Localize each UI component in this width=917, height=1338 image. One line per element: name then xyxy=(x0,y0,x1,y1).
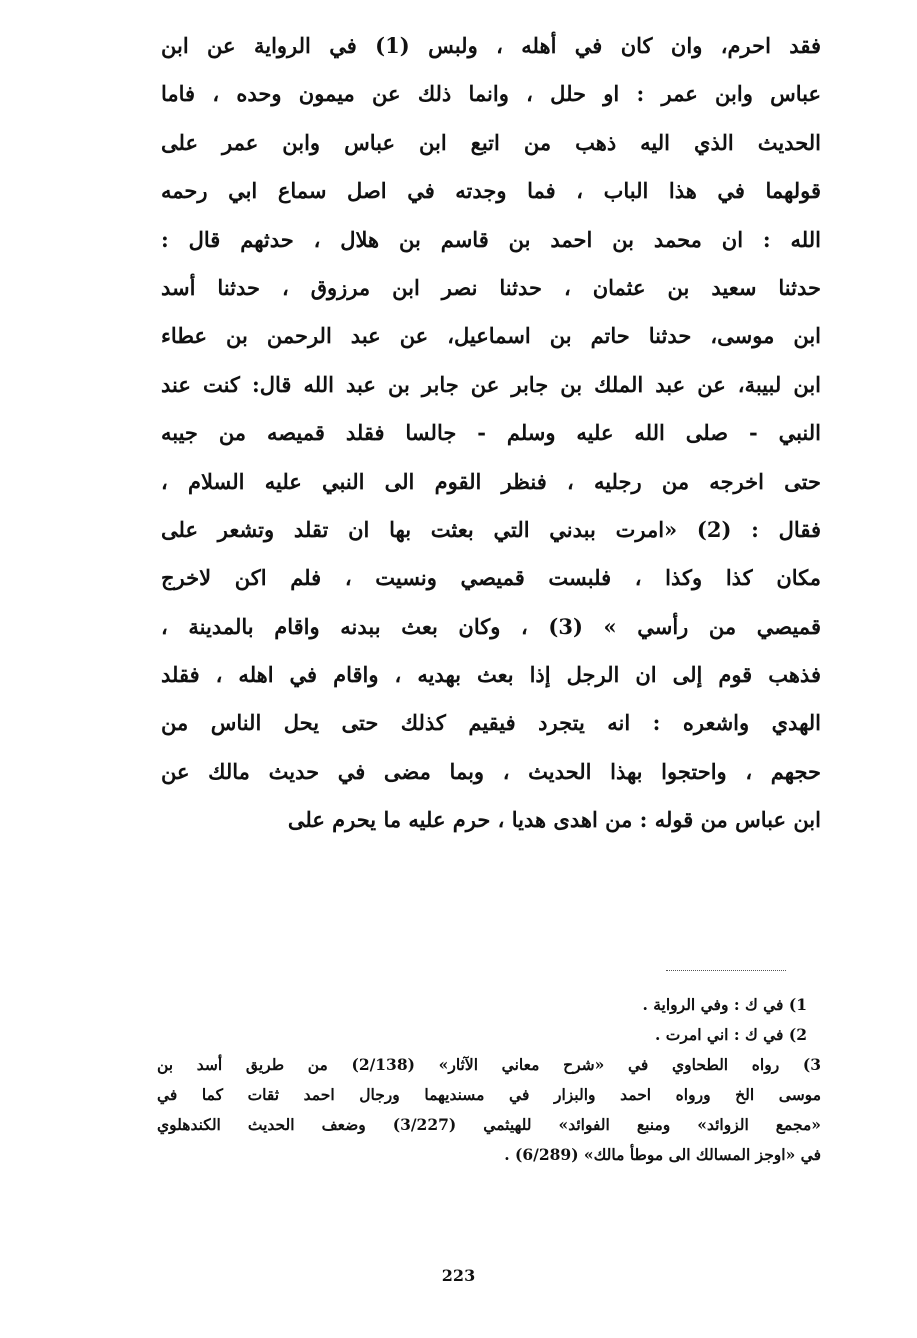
footnote-2: 2) في ك : اني امرت . xyxy=(654,1025,807,1044)
footnote-3-continued: موسى الخ ورواه احمد والبزار في مسنديهما ورجال احمد ثقات كما في xyxy=(157,1085,821,1104)
footnote-3-continued: في «اوجز المسالك الى موطأ مالك» (6/289) . xyxy=(504,1145,821,1164)
text-line: ابن عباس من قوله : من اهدى هديا ، حرم عليه ما يحرم على xyxy=(287,807,821,833)
text-line: ابن لبيبة، عن عبد الملك بن جابر عن جابر بن عبد الله قال: كنت عند xyxy=(161,371,821,397)
footnote-3: 3) رواه الطحاوي في «شرح معاني الآثار» (2/138) من طريق أسد بن xyxy=(157,1055,821,1074)
footnote-1: 1) في ك : وفي الرواية . xyxy=(642,995,807,1014)
text-line: الله : ان محمد بن احمد بن قاسم بن هلال ، حدثهم قال : xyxy=(161,226,821,252)
text-line: حتى اخرجه من رجليه ، فنظر القوم الى النبي عليه السلام ، xyxy=(161,468,821,494)
text-line: ابن موسى، حدثنا حاتم بن اسماعيل، عن عبد الرحمن بن عطاء xyxy=(161,323,821,349)
text-line: فقد احرم، وان كان في أهله ، ولبس (1) في الرواية عن ابن xyxy=(161,33,821,58)
page-number: 223 xyxy=(441,1266,476,1285)
footnote-3-continued: «مجمع الزوائد» ومنبع الفوائد» للهيثمي (3/227) وضعف الحديث الكندهلوي xyxy=(157,1115,821,1134)
text-line: قولهما في هذا الباب ، فما وجدته في اصل سماع ابي رحمه xyxy=(161,178,821,204)
text-line: قميصي من رأسي » (3) ، وكان بعث ببدنه واقام بالمدينة ، xyxy=(161,613,821,639)
footnotes xyxy=(157,990,821,1170)
text-line: الهدي واشعره : انه يتجرد فيقيم كذلك حتى يحل الناس من xyxy=(161,710,821,736)
text-line: عباس وابن عمر : او حلل ، وانما ذلك عن ميمون وحده ، فاما xyxy=(161,81,821,107)
footnote-separator xyxy=(666,970,786,971)
text-line: مكان كذا وكذا ، فلبست قميصي ونسيت ، فلم اكن لاخرج xyxy=(161,565,821,591)
text-line: فقال : (2) «امرت ببدني التي بعثت بها ان تقلد وتشعر على xyxy=(161,516,821,542)
main-text xyxy=(161,22,821,845)
text-line: النبي - صلى الله عليه وسلم - جالسا فقلد قميصه من جيبه xyxy=(161,420,821,446)
text-line: فذهب قوم إلى ان الرجل إذا بعث بهديه ، واقام في اهله ، فقلد xyxy=(161,662,821,688)
text-line: الحديث الذي اليه ذهب من اتبع ابن عباس وابن عمر على xyxy=(161,129,821,155)
text-line: حجهم ، واحتجوا بهذا الحديث ، وبما مضى في حديث مالك عن xyxy=(161,758,821,784)
text-line: حدثنا سعيد بن عثمان ، حدثنا نصر ابن مرزوق ، حدثنا أسد xyxy=(161,274,821,300)
